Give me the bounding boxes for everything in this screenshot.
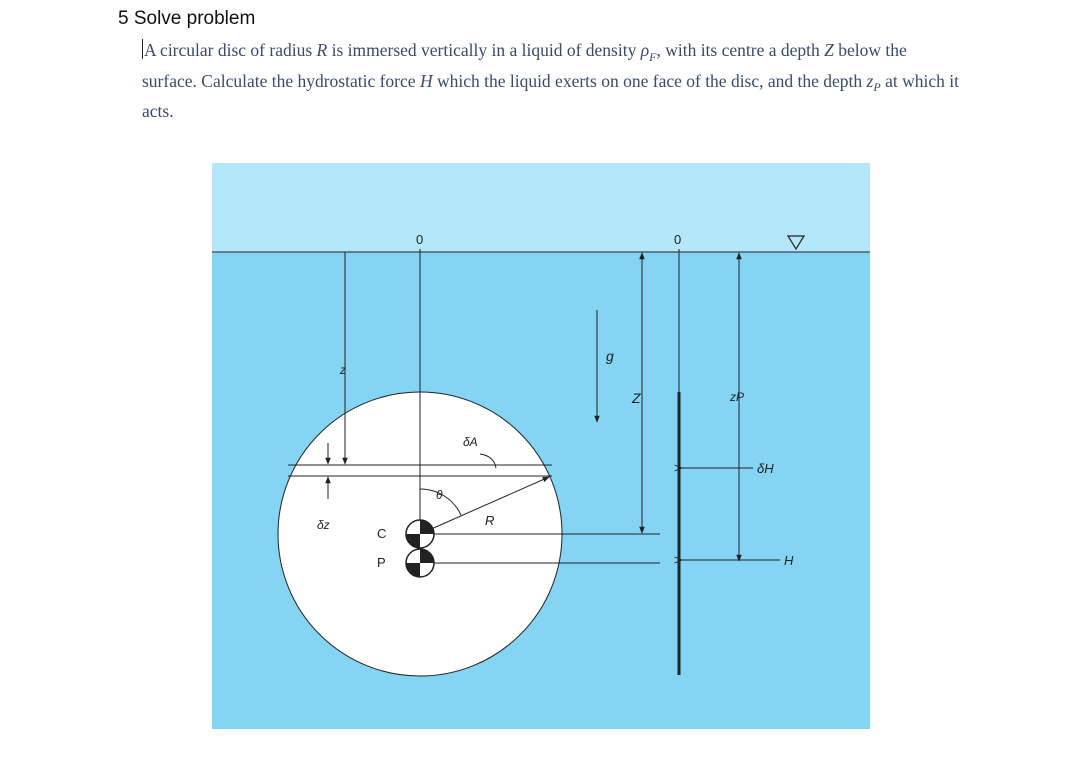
- origin-label-right: 0: [674, 232, 682, 247]
- theta-label: θ: [436, 488, 443, 502]
- text-cursor: [142, 39, 143, 59]
- gravity-label: g: [606, 348, 614, 364]
- dz-label: δz: [317, 518, 330, 532]
- H-label: H: [784, 553, 794, 568]
- pressure-centre-symbol: [406, 549, 434, 577]
- origin-label-left: 0: [416, 232, 424, 247]
- diagram-svg: [212, 163, 870, 729]
- disc-diagram: [212, 163, 870, 729]
- zP-label: zP: [730, 390, 745, 404]
- Z-label: Z: [632, 390, 641, 406]
- centroid-symbol: [406, 520, 434, 548]
- dH-label: δH: [757, 461, 774, 476]
- pressure-centre-label: P: [377, 555, 386, 570]
- problem-heading: 5 Solve problem: [118, 8, 256, 29]
- air-region: [212, 163, 870, 252]
- centroid-label: C: [377, 526, 387, 541]
- z-label: z: [340, 363, 346, 377]
- dA-label: δA: [463, 435, 478, 449]
- radius-label: R: [485, 513, 495, 528]
- problem-statement: A circular disc of radius R is immersed vertically in a liquid of density $\rho_F$, with its centre a depth Z below the surface. Calculate the hydrostatic force H which the liquid exerts on one face of the disc, and the depth $z_P$ at which it acts.: [142, 40, 959, 121]
